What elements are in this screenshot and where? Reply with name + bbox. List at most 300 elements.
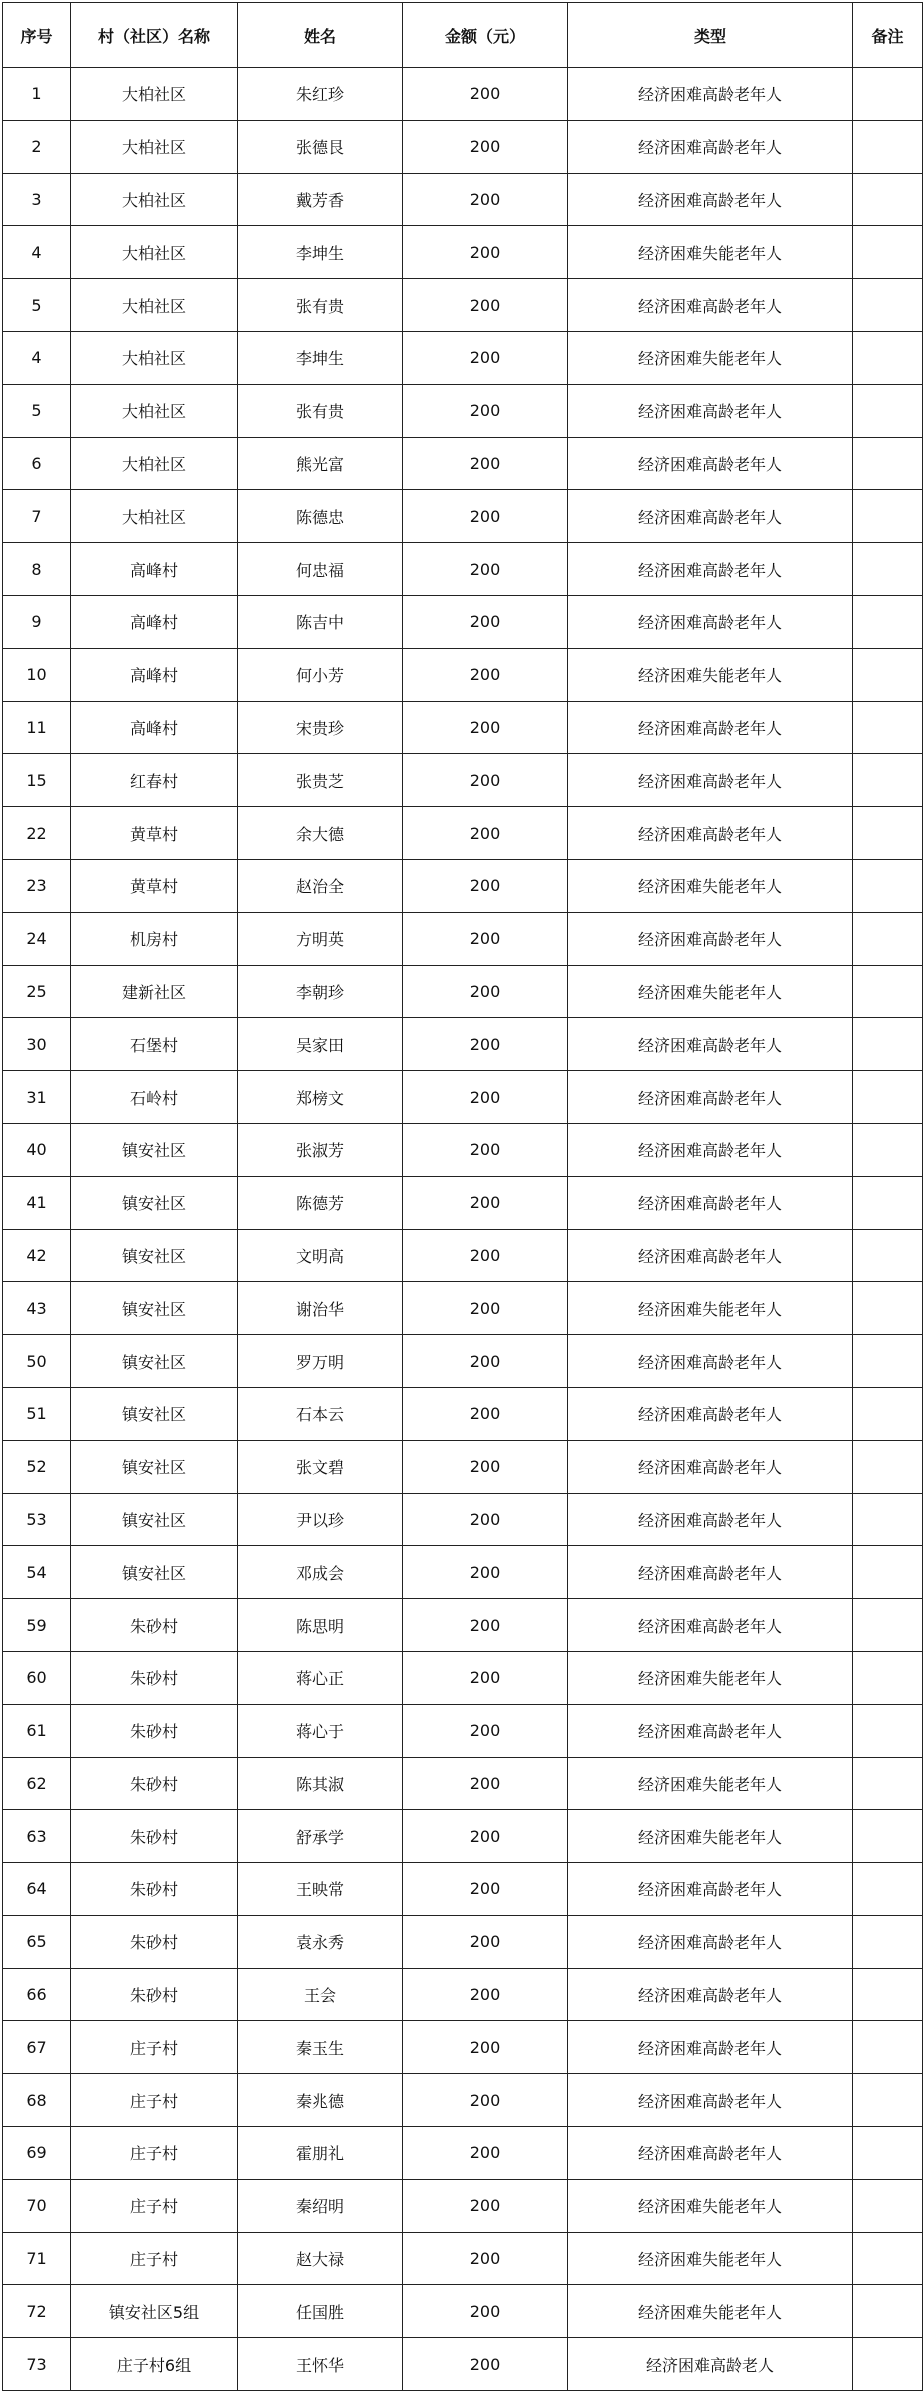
cell-type: 经济困难失能老年人 xyxy=(568,965,853,1018)
cell-index: 11 xyxy=(3,701,71,754)
cell-village: 庄子村 xyxy=(71,2232,238,2285)
cell-index: 67 xyxy=(3,2021,71,2074)
cell-index: 4 xyxy=(3,331,71,384)
cell-village: 庄子村 xyxy=(71,2021,238,2074)
cell-type: 经济困难高龄老年人 xyxy=(568,543,853,596)
cell-village: 庄子村 xyxy=(71,2179,238,2232)
cell-village: 镇安社区5组 xyxy=(71,2285,238,2338)
cell-index: 31 xyxy=(3,1071,71,1124)
cell-type: 经济困难高龄老年人 xyxy=(568,1071,853,1124)
cell-village: 黄草村 xyxy=(71,859,238,912)
table-row xyxy=(3,1229,923,1282)
cell-name: 秦兆德 xyxy=(238,2074,403,2127)
cell-amount: 200 xyxy=(403,2232,568,2285)
table-row xyxy=(3,807,923,860)
table-row xyxy=(3,1546,923,1599)
cell-index: 8 xyxy=(3,543,71,596)
cell-index: 51 xyxy=(3,1387,71,1440)
cell-remark xyxy=(853,1704,923,1757)
cell-village: 机房村 xyxy=(71,912,238,965)
subsidy-table xyxy=(2,2,923,2391)
cell-name: 赵大禄 xyxy=(238,2232,403,2285)
table-row xyxy=(3,1387,923,1440)
table-row xyxy=(3,912,923,965)
cell-index: 70 xyxy=(3,2179,71,2232)
cell-index: 42 xyxy=(3,1229,71,1282)
cell-village: 大柏社区 xyxy=(71,384,238,437)
cell-remark xyxy=(853,912,923,965)
table-row xyxy=(3,1757,923,1810)
cell-remark xyxy=(853,173,923,226)
cell-village: 大柏社区 xyxy=(71,279,238,332)
table-row xyxy=(3,1282,923,1335)
cell-village: 高峰村 xyxy=(71,648,238,701)
cell-village: 朱砂村 xyxy=(71,1651,238,1704)
cell-amount: 200 xyxy=(403,543,568,596)
cell-remark xyxy=(853,1915,923,1968)
cell-remark xyxy=(853,437,923,490)
cell-remark xyxy=(853,2338,923,2391)
cell-village: 镇安社区 xyxy=(71,1335,238,1388)
cell-amount: 200 xyxy=(403,1546,568,1599)
cell-index: 3 xyxy=(3,173,71,226)
cell-name: 邓成会 xyxy=(238,1546,403,1599)
cell-name: 李坤生 xyxy=(238,331,403,384)
cell-type: 经济困难高龄老年人 xyxy=(568,68,853,121)
cell-index: 25 xyxy=(3,965,71,1018)
header-row xyxy=(3,3,923,68)
cell-index: 5 xyxy=(3,279,71,332)
cell-amount: 200 xyxy=(403,1387,568,1440)
cell-village: 黄草村 xyxy=(71,807,238,860)
cell-remark xyxy=(853,1599,923,1652)
cell-type: 经济困难高龄老年人 xyxy=(568,173,853,226)
header-amount: 金额（元） xyxy=(403,3,568,68)
cell-remark xyxy=(853,595,923,648)
cell-remark xyxy=(853,1229,923,1282)
cell-type: 经济困难失能老年人 xyxy=(568,331,853,384)
cell-type: 经济困难高龄老年人 xyxy=(568,1599,853,1652)
cell-index: 7 xyxy=(3,490,71,543)
cell-name: 赵治全 xyxy=(238,859,403,912)
cell-remark xyxy=(853,2179,923,2232)
cell-name: 吴家田 xyxy=(238,1018,403,1071)
cell-remark xyxy=(853,2021,923,2074)
cell-village: 大柏社区 xyxy=(71,68,238,121)
cell-index: 23 xyxy=(3,859,71,912)
cell-type: 经济困难高龄老年人 xyxy=(568,2127,853,2180)
table-row xyxy=(3,648,923,701)
table-row xyxy=(3,965,923,1018)
cell-type: 经济困难失能老年人 xyxy=(568,2179,853,2232)
cell-village: 庄子村 xyxy=(71,2127,238,2180)
cell-name: 蒋心正 xyxy=(238,1651,403,1704)
cell-type: 经济困难高龄老年人 xyxy=(568,701,853,754)
cell-name: 王怀华 xyxy=(238,2338,403,2391)
cell-name: 陈德忠 xyxy=(238,490,403,543)
cell-remark xyxy=(853,384,923,437)
cell-type: 经济困难高龄老年人 xyxy=(568,1335,853,1388)
cell-type: 经济困难高龄老年人 xyxy=(568,279,853,332)
cell-type: 经济困难失能老年人 xyxy=(568,1757,853,1810)
table-row xyxy=(3,1810,923,1863)
cell-index: 1 xyxy=(3,68,71,121)
cell-name: 何忠福 xyxy=(238,543,403,596)
cell-type: 经济困难失能老年人 xyxy=(568,226,853,279)
header-remark: 备注 xyxy=(853,3,923,68)
cell-name: 张贵芝 xyxy=(238,754,403,807)
cell-remark xyxy=(853,120,923,173)
cell-remark xyxy=(853,1387,923,1440)
table-row xyxy=(3,2021,923,2074)
cell-index: 53 xyxy=(3,1493,71,1546)
cell-amount: 200 xyxy=(403,701,568,754)
cell-amount: 200 xyxy=(403,1123,568,1176)
cell-remark xyxy=(853,2074,923,2127)
cell-index: 63 xyxy=(3,1810,71,1863)
cell-amount: 200 xyxy=(403,912,568,965)
cell-index: 65 xyxy=(3,1915,71,1968)
cell-name: 李朝珍 xyxy=(238,965,403,1018)
cell-type: 经济困难失能老年人 xyxy=(568,1651,853,1704)
cell-index: 50 xyxy=(3,1335,71,1388)
cell-remark xyxy=(853,2127,923,2180)
cell-type: 经济困难高龄老年人 xyxy=(568,1176,853,1229)
cell-amount: 200 xyxy=(403,437,568,490)
cell-index: 71 xyxy=(3,2232,71,2285)
cell-remark xyxy=(853,2232,923,2285)
cell-name: 张有贵 xyxy=(238,384,403,437)
cell-amount: 200 xyxy=(403,331,568,384)
cell-village: 朱砂村 xyxy=(71,1968,238,2021)
cell-name: 李坤生 xyxy=(238,226,403,279)
cell-name: 罗万明 xyxy=(238,1335,403,1388)
table-row xyxy=(3,595,923,648)
cell-type: 经济困难失能老年人 xyxy=(568,2285,853,2338)
cell-village: 建新社区 xyxy=(71,965,238,1018)
cell-type: 经济困难失能老年人 xyxy=(568,2232,853,2285)
cell-name: 文明高 xyxy=(238,1229,403,1282)
table-row xyxy=(3,173,923,226)
cell-amount: 200 xyxy=(403,2021,568,2074)
cell-name: 熊光富 xyxy=(238,437,403,490)
cell-remark xyxy=(853,807,923,860)
cell-amount: 200 xyxy=(403,965,568,1018)
cell-remark xyxy=(853,1493,923,1546)
cell-amount: 200 xyxy=(403,1810,568,1863)
cell-remark xyxy=(853,1968,923,2021)
cell-index: 30 xyxy=(3,1018,71,1071)
cell-remark xyxy=(853,754,923,807)
table-row xyxy=(3,68,923,121)
cell-type: 经济困难高龄老年人 xyxy=(568,437,853,490)
table-row xyxy=(3,1651,923,1704)
cell-name: 朱红珍 xyxy=(238,68,403,121)
cell-remark xyxy=(853,1651,923,1704)
cell-name: 蒋心于 xyxy=(238,1704,403,1757)
table-row xyxy=(3,331,923,384)
cell-amount: 200 xyxy=(403,859,568,912)
table-row xyxy=(3,1968,923,2021)
header-name: 姓名 xyxy=(238,3,403,68)
cell-index: 62 xyxy=(3,1757,71,1810)
table-row xyxy=(3,1493,923,1546)
table-row xyxy=(3,490,923,543)
cell-name: 张文碧 xyxy=(238,1440,403,1493)
cell-amount: 200 xyxy=(403,1229,568,1282)
cell-type: 经济困难高龄老年人 xyxy=(568,490,853,543)
cell-amount: 200 xyxy=(403,2285,568,2338)
cell-village: 镇安社区 xyxy=(71,1387,238,1440)
cell-village: 大柏社区 xyxy=(71,120,238,173)
cell-village: 朱砂村 xyxy=(71,1810,238,1863)
table-row xyxy=(3,1704,923,1757)
table-row xyxy=(3,1018,923,1071)
header-village: 村（社区）名称 xyxy=(71,3,238,68)
cell-type: 经济困难高龄老年人 xyxy=(568,1387,853,1440)
cell-village: 朱砂村 xyxy=(71,1704,238,1757)
table-row xyxy=(3,2285,923,2338)
cell-remark xyxy=(853,1018,923,1071)
cell-amount: 200 xyxy=(403,807,568,860)
cell-village: 庄子村6组 xyxy=(71,2338,238,2391)
cell-name: 王会 xyxy=(238,1968,403,2021)
table-row xyxy=(3,543,923,596)
cell-village: 高峰村 xyxy=(71,595,238,648)
cell-amount: 200 xyxy=(403,2338,568,2391)
cell-village: 高峰村 xyxy=(71,701,238,754)
cell-index: 15 xyxy=(3,754,71,807)
cell-amount: 200 xyxy=(403,2127,568,2180)
cell-amount: 200 xyxy=(403,2179,568,2232)
table-row xyxy=(3,384,923,437)
cell-name: 陈思明 xyxy=(238,1599,403,1652)
cell-amount: 200 xyxy=(403,1599,568,1652)
cell-amount: 200 xyxy=(403,1704,568,1757)
cell-type: 经济困难高龄老年人 xyxy=(568,1123,853,1176)
table-row xyxy=(3,2232,923,2285)
cell-amount: 200 xyxy=(403,2074,568,2127)
cell-remark xyxy=(853,1176,923,1229)
cell-type: 经济困难高龄老年人 xyxy=(568,912,853,965)
cell-amount: 200 xyxy=(403,1071,568,1124)
cell-index: 40 xyxy=(3,1123,71,1176)
cell-type: 经济困难高龄老年人 xyxy=(568,1968,853,2021)
table-row xyxy=(3,1599,923,1652)
cell-name: 任国胜 xyxy=(238,2285,403,2338)
header-type: 类型 xyxy=(568,3,853,68)
cell-remark xyxy=(853,543,923,596)
cell-amount: 200 xyxy=(403,648,568,701)
cell-village: 大柏社区 xyxy=(71,226,238,279)
cell-remark xyxy=(853,279,923,332)
cell-type: 经济困难失能老年人 xyxy=(568,648,853,701)
header-index: 序号 xyxy=(3,3,71,68)
cell-name: 何小芳 xyxy=(238,648,403,701)
cell-type: 经济困难失能老年人 xyxy=(568,1810,853,1863)
cell-name: 戴芳香 xyxy=(238,173,403,226)
cell-amount: 200 xyxy=(403,1335,568,1388)
cell-remark xyxy=(853,965,923,1018)
cell-amount: 200 xyxy=(403,68,568,121)
cell-amount: 200 xyxy=(403,754,568,807)
cell-amount: 200 xyxy=(403,1282,568,1335)
cell-amount: 200 xyxy=(403,1176,568,1229)
table-row xyxy=(3,120,923,173)
table-row xyxy=(3,754,923,807)
cell-name: 尹以珍 xyxy=(238,1493,403,1546)
cell-name: 余大德 xyxy=(238,807,403,860)
cell-village: 高峰村 xyxy=(71,543,238,596)
cell-amount: 200 xyxy=(403,490,568,543)
cell-remark xyxy=(853,1440,923,1493)
cell-type: 经济困难高龄老年人 xyxy=(568,1704,853,1757)
cell-index: 6 xyxy=(3,437,71,490)
cell-index: 73 xyxy=(3,2338,71,2391)
cell-name: 陈吉中 xyxy=(238,595,403,648)
cell-type: 经济困难高龄老年人 xyxy=(568,2021,853,2074)
cell-remark xyxy=(853,1123,923,1176)
cell-remark xyxy=(853,1335,923,1388)
cell-name: 张有贵 xyxy=(238,279,403,332)
cell-type: 经济困难高龄老年人 xyxy=(568,2074,853,2127)
cell-remark xyxy=(853,490,923,543)
cell-index: 43 xyxy=(3,1282,71,1335)
cell-type: 经济困难高龄老人 xyxy=(568,2338,853,2391)
cell-remark xyxy=(853,1757,923,1810)
cell-village: 朱砂村 xyxy=(71,1757,238,1810)
cell-name: 谢治华 xyxy=(238,1282,403,1335)
cell-amount: 200 xyxy=(403,1493,568,1546)
cell-name: 袁永秀 xyxy=(238,1915,403,1968)
cell-village: 镇安社区 xyxy=(71,1176,238,1229)
cell-index: 69 xyxy=(3,2127,71,2180)
cell-name: 霍朋礼 xyxy=(238,2127,403,2180)
table-row xyxy=(3,1335,923,1388)
cell-name: 舒承学 xyxy=(238,1810,403,1863)
cell-index: 64 xyxy=(3,1863,71,1916)
cell-amount: 200 xyxy=(403,1651,568,1704)
table-row xyxy=(3,226,923,279)
cell-village: 大柏社区 xyxy=(71,490,238,543)
cell-index: 9 xyxy=(3,595,71,648)
cell-index: 66 xyxy=(3,1968,71,2021)
cell-village: 大柏社区 xyxy=(71,437,238,490)
cell-name: 陈其淑 xyxy=(238,1757,403,1810)
cell-type: 经济困难高龄老年人 xyxy=(568,1546,853,1599)
cell-remark xyxy=(853,1546,923,1599)
cell-village: 石堡村 xyxy=(71,1018,238,1071)
cell-type: 经济困难高龄老年人 xyxy=(568,1863,853,1916)
cell-type: 经济困难失能老年人 xyxy=(568,859,853,912)
cell-village: 大柏社区 xyxy=(71,331,238,384)
cell-name: 方明英 xyxy=(238,912,403,965)
cell-index: 10 xyxy=(3,648,71,701)
cell-remark xyxy=(853,859,923,912)
cell-type: 经济困难高龄老年人 xyxy=(568,1440,853,1493)
cell-type: 经济困难高龄老年人 xyxy=(568,1493,853,1546)
cell-index: 72 xyxy=(3,2285,71,2338)
table-row xyxy=(3,1440,923,1493)
cell-name: 张德艮 xyxy=(238,120,403,173)
cell-index: 41 xyxy=(3,1176,71,1229)
cell-index: 22 xyxy=(3,807,71,860)
table-row xyxy=(3,2338,923,2391)
cell-remark xyxy=(853,68,923,121)
table-row xyxy=(3,1915,923,1968)
cell-name: 陈德芳 xyxy=(238,1176,403,1229)
table-row xyxy=(3,859,923,912)
cell-village: 镇安社区 xyxy=(71,1546,238,1599)
table-row xyxy=(3,437,923,490)
cell-village: 朱砂村 xyxy=(71,1599,238,1652)
cell-remark xyxy=(853,1282,923,1335)
cell-index: 54 xyxy=(3,1546,71,1599)
table-header xyxy=(3,3,923,68)
cell-village: 大柏社区 xyxy=(71,173,238,226)
cell-type: 经济困难高龄老年人 xyxy=(568,384,853,437)
cell-type: 经济困难高龄老年人 xyxy=(568,595,853,648)
cell-amount: 200 xyxy=(403,1863,568,1916)
cell-index: 4 xyxy=(3,226,71,279)
cell-type: 经济困难高龄老年人 xyxy=(568,754,853,807)
cell-amount: 200 xyxy=(403,595,568,648)
cell-name: 石本云 xyxy=(238,1387,403,1440)
cell-village: 镇安社区 xyxy=(71,1282,238,1335)
cell-type: 经济困难失能老年人 xyxy=(568,1282,853,1335)
table-row xyxy=(3,2127,923,2180)
cell-village: 镇安社区 xyxy=(71,1440,238,1493)
cell-type: 经济困难高龄老年人 xyxy=(568,1915,853,1968)
cell-name: 秦绍明 xyxy=(238,2179,403,2232)
cell-village: 镇安社区 xyxy=(71,1493,238,1546)
table-row xyxy=(3,1863,923,1916)
cell-name: 郑榜文 xyxy=(238,1071,403,1124)
cell-remark xyxy=(853,2285,923,2338)
cell-remark xyxy=(853,226,923,279)
cell-amount: 200 xyxy=(403,1018,568,1071)
cell-type: 经济困难高龄老年人 xyxy=(568,120,853,173)
cell-village: 镇安社区 xyxy=(71,1123,238,1176)
cell-name: 秦玉生 xyxy=(238,2021,403,2074)
cell-village: 红春村 xyxy=(71,754,238,807)
cell-index: 2 xyxy=(3,120,71,173)
cell-amount: 200 xyxy=(403,226,568,279)
cell-amount: 200 xyxy=(403,1968,568,2021)
cell-village: 石岭村 xyxy=(71,1071,238,1124)
cell-amount: 200 xyxy=(403,1757,568,1810)
table-row xyxy=(3,2074,923,2127)
cell-index: 52 xyxy=(3,1440,71,1493)
table-row xyxy=(3,279,923,332)
cell-type: 经济困难高龄老年人 xyxy=(568,1229,853,1282)
cell-index: 60 xyxy=(3,1651,71,1704)
cell-index: 68 xyxy=(3,2074,71,2127)
cell-amount: 200 xyxy=(403,1915,568,1968)
table-row xyxy=(3,1123,923,1176)
cell-remark xyxy=(853,1071,923,1124)
cell-village: 庄子村 xyxy=(71,2074,238,2127)
cell-village: 朱砂村 xyxy=(71,1863,238,1916)
cell-village: 镇安社区 xyxy=(71,1229,238,1282)
cell-remark xyxy=(853,1810,923,1863)
cell-remark xyxy=(853,331,923,384)
table-row xyxy=(3,2179,923,2232)
cell-amount: 200 xyxy=(403,173,568,226)
cell-amount: 200 xyxy=(403,279,568,332)
cell-index: 24 xyxy=(3,912,71,965)
cell-type: 经济困难高龄老年人 xyxy=(568,807,853,860)
